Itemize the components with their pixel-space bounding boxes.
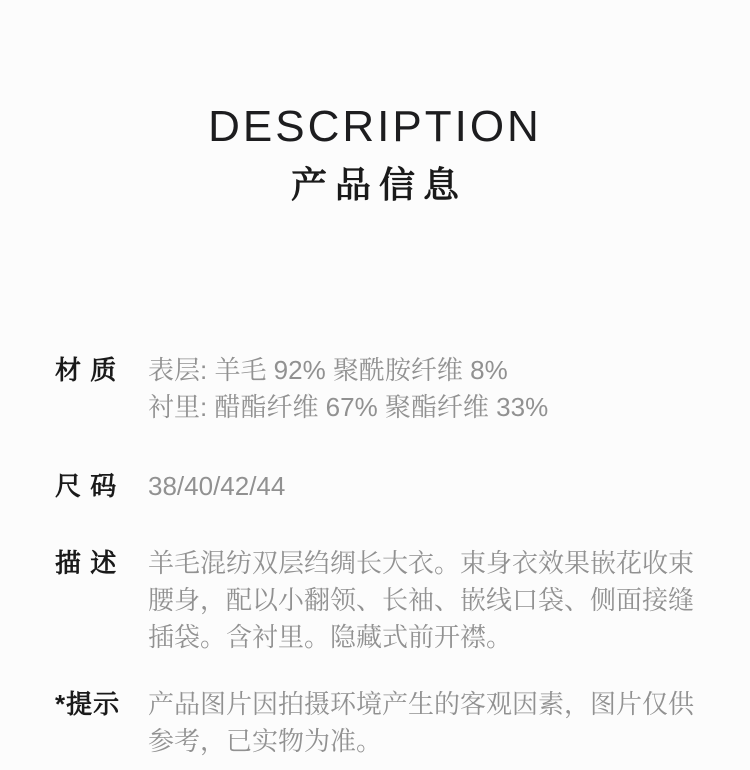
spec-label-size: 尺 码: [55, 471, 118, 502]
spec-row-material: [55, 352, 750, 426]
description-text: 羊毛混纺双层绉绸长大衣。束身衣效果嵌花收束腰身，配以小翻领、长袖、嵌线口袋、侧面接缝插袋。含衬里。隐藏式前开襟。: [148, 548, 695, 653]
page-subtitle: 产品信息: [290, 163, 467, 205]
spec-value-description: [148, 545, 696, 656]
material-lining-line: 衬里: 醋酯纤维 67% 聚酯纤维 33%: [148, 392, 549, 423]
page-title: DESCRIPTION: [208, 102, 542, 151]
spec-row-size: [55, 468, 750, 505]
spec-list: [0, 352, 750, 760]
spec-label-tip: *提示: [55, 689, 121, 720]
description-header: [0, 0, 750, 204]
material-shell-line: 表层: 羊毛 92% 聚酰胺纤维 8%: [148, 355, 508, 386]
tip-text: 产品图片因拍摄环境产生的客观因素，图片仅供参考，已实物为准。: [148, 689, 695, 757]
spec-value-size: [148, 468, 696, 505]
spec-label-material: 材 质: [55, 355, 118, 386]
spec-row-tip: [55, 686, 750, 760]
spec-value-tip: [148, 686, 696, 760]
spec-value-material: [148, 352, 696, 426]
size-values: 38/40/42/44: [148, 471, 286, 502]
spec-label-description: 描 述: [55, 548, 118, 579]
spec-row-description: [55, 545, 750, 656]
